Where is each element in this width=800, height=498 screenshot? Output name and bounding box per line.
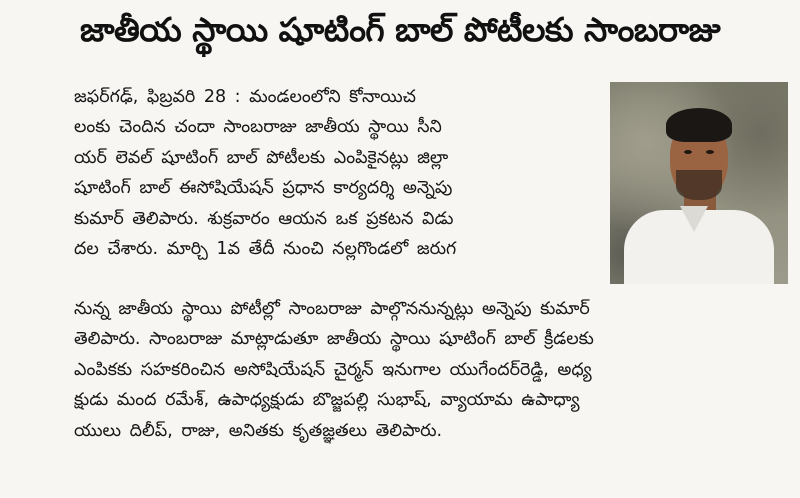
body-line: దల చేశారు. మార్చి 1వ తేదీ నుంచి నల్లగొండలో జరుగ xyxy=(74,238,457,259)
photo-collar xyxy=(680,206,708,232)
body-line: లంకు చెందిన చందా సాంబరాజు జాతీయ స్థాయి సీని xyxy=(74,117,442,138)
body-line: జఫర్‌గఢ్, ఫిబ్రవరి 28 : మండలంలోని కోనాయిచ xyxy=(74,87,416,107)
photo-hair xyxy=(666,108,732,142)
body-line: తెలిపారు. సాంబరాజు మాట్లాడుతూ జాతీయ స్థాయి షూటింగ్ బాల్ క్రీడలకు xyxy=(74,329,594,350)
body-line: క్షుడు మంద రమేశ్, ఉపాధ్యక్షుడు బొజ్జపల్లి సుభాష్, వ్యాయామ ఉపాధ్యా xyxy=(74,390,580,411)
photo-beard xyxy=(676,170,722,200)
body-line: ఎంపికకు సహకరించిన అసోషియేషన్ చైర్మన్ ఇనుగాల యుగేందర్‌రెడ్డి, అధ్య xyxy=(74,359,592,380)
body-line: యులు దిలీప్, రాజు, అనితకు కృతజ్ఞతలు తెలిపారు. xyxy=(74,420,443,441)
photo-eye-left xyxy=(684,150,692,154)
portrait-photo xyxy=(610,82,788,284)
article-body-upper xyxy=(74,82,604,264)
body-line: యర్ లెవల్ షూటింగ్ బాల్ పోటీలకు ఎంపికైనట్లు జిల్లా xyxy=(74,147,449,168)
body-line: కుమార్ తెలిపారు. శుక్రవారం ఆయన ఒక ప్రకటన విడు xyxy=(74,208,454,229)
body-line: షూటింగ్ బాల్ ఈసోషియేషన్ ప్రధాన కార్యదర్శి అన్నెపు xyxy=(74,178,453,199)
article-body-lower xyxy=(74,294,794,446)
article-headline: జాతీయ స్థాయి షూటింగ్ బాల్ పోటీలకు సాంబరాజు xyxy=(79,10,721,49)
body-line: నున్న జాతీయ స్థాయి పోటీల్లో సాంబరాజు పాల్గొననున్నట్లు అన్నెపు కుమార్ xyxy=(74,299,590,319)
photo-eye-right xyxy=(706,150,714,154)
